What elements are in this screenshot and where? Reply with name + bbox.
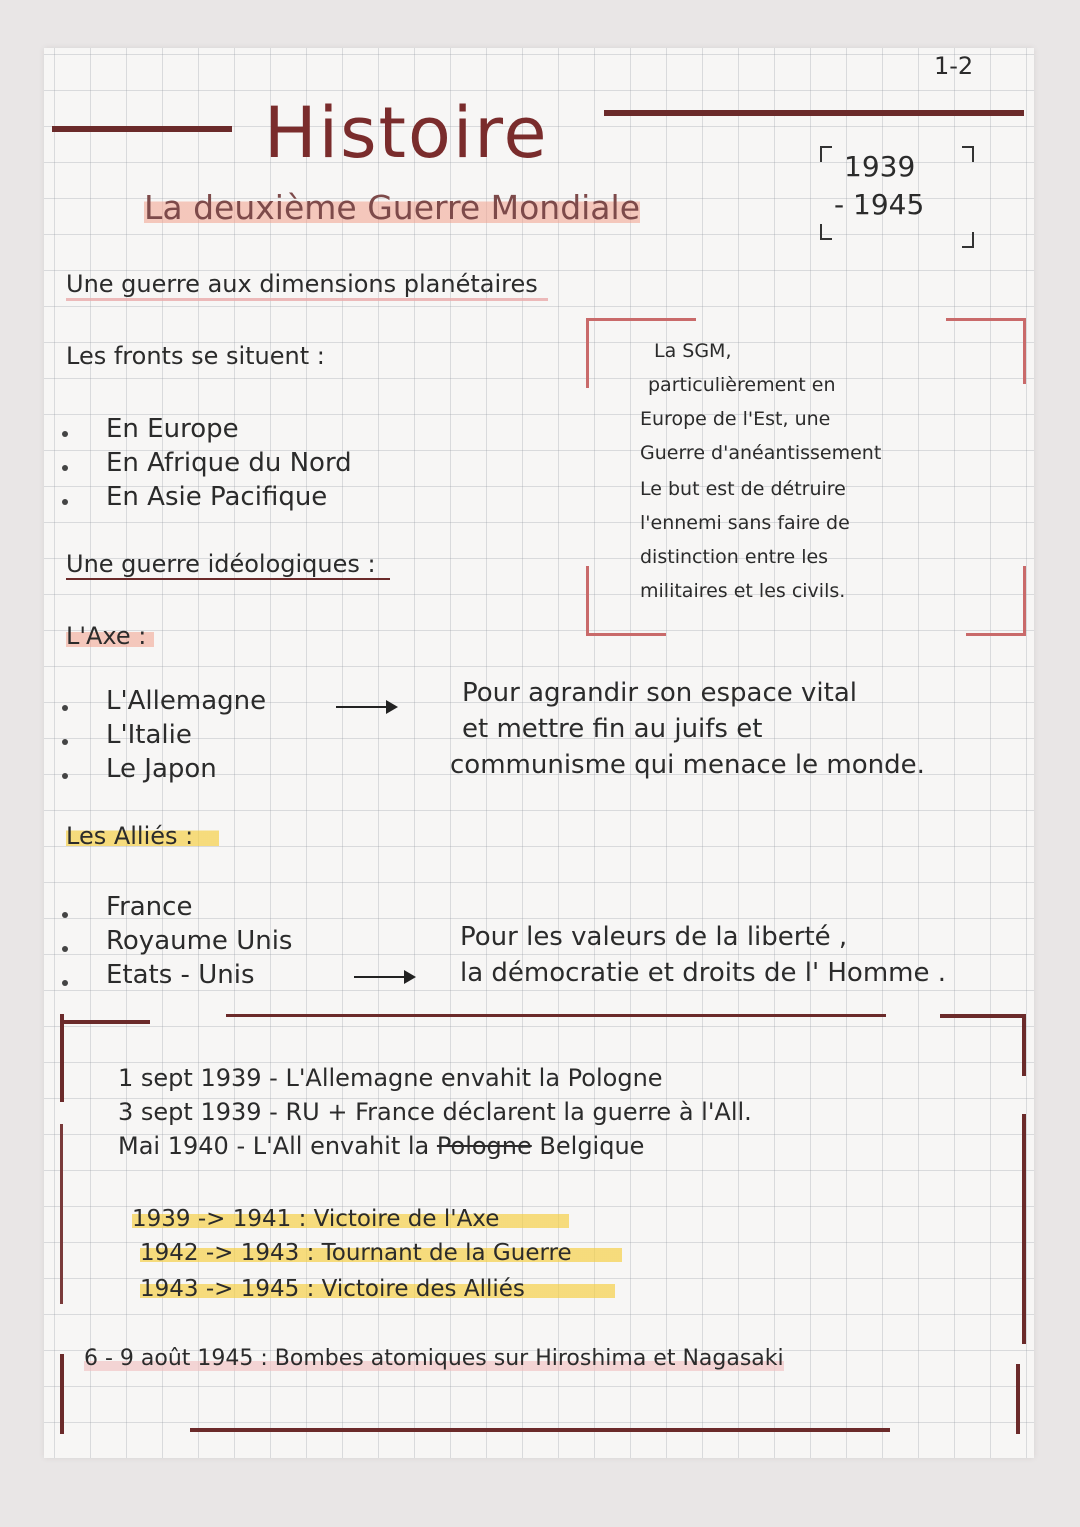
bullet bbox=[62, 773, 68, 779]
bullet bbox=[62, 739, 68, 745]
allies-item: Etats - Unis bbox=[106, 960, 255, 990]
event-date: 1 sept 1939 bbox=[118, 1064, 262, 1092]
arrow-right-icon bbox=[354, 976, 412, 978]
subtitle: La deuxième Guerre Mondiale bbox=[144, 188, 640, 227]
timeline-event bbox=[118, 1064, 663, 1092]
fronts-intro: Les fronts se situent : bbox=[66, 342, 325, 370]
year-start: 1939 bbox=[844, 150, 916, 183]
bullet bbox=[62, 946, 68, 952]
final-date: 6 - 9 août 1945 bbox=[84, 1346, 254, 1371]
event-date: Mai 1940 bbox=[118, 1132, 229, 1160]
timeline-phase bbox=[132, 1206, 569, 1232]
bullet bbox=[62, 980, 68, 986]
notebook-page bbox=[44, 48, 1034, 1458]
event-struck-text: Pologne bbox=[436, 1132, 532, 1160]
bullet bbox=[62, 465, 68, 471]
event-date: 3 sept 1939 bbox=[118, 1098, 262, 1126]
allies-goal-line: la démocratie et droits de l' Homme . bbox=[460, 958, 947, 988]
allies-heading: Les Alliés : bbox=[66, 822, 219, 850]
sgm-line: La SGM, bbox=[654, 340, 732, 362]
page-number: 1-2 bbox=[934, 52, 974, 80]
bullet bbox=[62, 431, 68, 437]
allies-item: Royaume Unis bbox=[106, 926, 293, 956]
axe-goal-line: et mettre fin au juifs et bbox=[462, 714, 763, 744]
bullet bbox=[62, 499, 68, 505]
phase-period: 1939 -> 1941 bbox=[132, 1206, 292, 1232]
sgm-line: l'ennemi sans faire de bbox=[640, 512, 850, 534]
phase-period: 1942 -> 1943 bbox=[140, 1240, 300, 1266]
page-title: Histoire bbox=[264, 92, 549, 174]
title-rule-right bbox=[604, 110, 1024, 116]
axe-goal-line: communisme qui menace le monde. bbox=[450, 750, 925, 780]
axe-heading: L'Axe : bbox=[66, 622, 154, 650]
final-event bbox=[84, 1346, 784, 1371]
event-text-correction: Belgique bbox=[539, 1132, 645, 1160]
phase-text: : Victoire de l'Axe bbox=[298, 1206, 500, 1232]
front-item: En Europe bbox=[106, 414, 239, 444]
final-text: : Bombes atomiques sur Hiroshima et Nagasaki bbox=[260, 1346, 784, 1371]
phase-text: : Tournant de la Guerre bbox=[306, 1240, 572, 1266]
sgm-line: particulièrement en bbox=[648, 374, 836, 396]
sgm-line: Le but est de détruire bbox=[640, 478, 846, 500]
timeline-phase bbox=[140, 1276, 615, 1302]
bullet bbox=[62, 912, 68, 918]
title-rule-left bbox=[52, 126, 232, 132]
section-heading-planetary: Une guerre aux dimensions planétaires bbox=[66, 270, 548, 301]
allies-goal-line: Pour les valeurs de la liberté , bbox=[460, 922, 848, 952]
front-item: En Afrique du Nord bbox=[106, 448, 352, 478]
timeline-event bbox=[118, 1132, 644, 1160]
years-bracket bbox=[820, 146, 980, 256]
sgm-line: Europe de l'Est, une bbox=[640, 408, 831, 430]
phase-text: : Victoire des Alliés bbox=[306, 1276, 525, 1302]
event-text: - L'All envahit la bbox=[236, 1132, 430, 1160]
timeline-phase bbox=[140, 1240, 622, 1266]
phase-period: 1943 -> 1945 bbox=[140, 1276, 300, 1302]
section-heading-ideological: Une guerre idéologiques : bbox=[66, 550, 390, 580]
axe-item: L'Italie bbox=[106, 720, 192, 750]
bullet bbox=[62, 705, 68, 711]
event-text: - RU + France déclarent la guerre à l'All. bbox=[269, 1098, 752, 1126]
timeline-event bbox=[118, 1098, 752, 1126]
sgm-line: militaires et les civils. bbox=[640, 580, 846, 602]
allies-item: France bbox=[106, 892, 193, 922]
front-item: En Asie Pacifique bbox=[106, 482, 328, 512]
axe-goal-line: Pour agrandir son espace vital bbox=[462, 678, 858, 708]
arrow-right-icon bbox=[336, 706, 394, 708]
event-text: - L'Allemagne envahit la Pologne bbox=[269, 1064, 663, 1092]
sgm-line: distinction entre les bbox=[640, 546, 829, 568]
sgm-line: Guerre d'anéantissement bbox=[640, 442, 882, 464]
year-end: - 1945 bbox=[834, 188, 925, 221]
axe-item: L'Allemagne bbox=[106, 686, 267, 716]
axe-item: Le Japon bbox=[106, 754, 217, 784]
